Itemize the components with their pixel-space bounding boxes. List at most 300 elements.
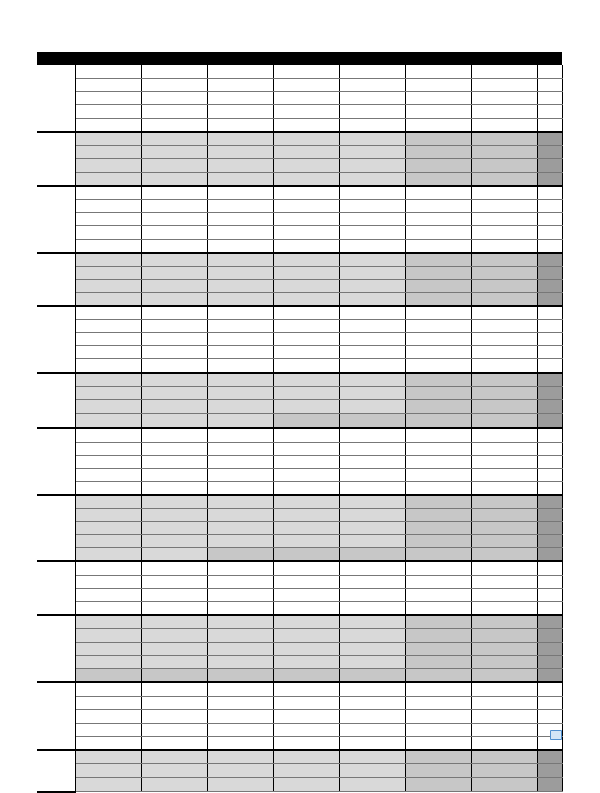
day-cell xyxy=(75,669,141,683)
header-thu xyxy=(273,52,339,65)
week-row xyxy=(37,656,562,669)
month-label xyxy=(37,682,75,750)
week-number xyxy=(537,750,562,764)
day-cell xyxy=(471,710,537,724)
day-cell xyxy=(75,159,141,173)
day-cell xyxy=(273,669,339,683)
day-cell xyxy=(141,682,207,697)
day-cell xyxy=(339,240,405,254)
day-cell xyxy=(273,280,339,293)
day-cell xyxy=(141,267,207,280)
day-cell xyxy=(75,643,141,656)
day-cell xyxy=(471,643,537,656)
header-wed xyxy=(207,52,273,65)
day-cell xyxy=(75,456,141,469)
week-row xyxy=(37,253,562,267)
day-cell xyxy=(405,293,471,307)
week-number xyxy=(537,602,562,616)
day-cell xyxy=(339,764,405,778)
day-cell xyxy=(471,400,537,414)
day-cell xyxy=(339,469,405,482)
day-cell xyxy=(75,333,141,346)
day-cell xyxy=(207,119,273,133)
day-cell xyxy=(75,280,141,293)
week-number xyxy=(537,146,562,159)
week-number xyxy=(537,522,562,535)
day-cell xyxy=(273,186,339,200)
day-cell xyxy=(273,173,339,187)
day-cell xyxy=(405,186,471,200)
day-cell xyxy=(405,495,471,509)
day-cell xyxy=(207,495,273,509)
day-cell xyxy=(471,333,537,346)
day-cell xyxy=(405,724,471,737)
day-cell xyxy=(339,79,405,92)
day-cell xyxy=(207,414,273,429)
day-cell xyxy=(273,253,339,267)
week-number xyxy=(537,778,562,792)
day-cell xyxy=(75,146,141,159)
day-cell xyxy=(405,267,471,280)
week-row xyxy=(37,346,562,359)
day-cell xyxy=(471,482,537,496)
day-cell xyxy=(471,253,537,267)
day-cell xyxy=(75,656,141,669)
day-cell xyxy=(405,253,471,267)
header-wk xyxy=(537,52,562,65)
day-cell xyxy=(141,737,207,751)
header-mon xyxy=(75,52,141,65)
day-cell xyxy=(75,132,141,146)
day-cell xyxy=(273,414,339,429)
day-cell xyxy=(405,669,471,683)
day-cell xyxy=(207,482,273,496)
day-cell xyxy=(141,615,207,629)
week-row xyxy=(37,79,562,92)
week-row xyxy=(37,146,562,159)
week-row xyxy=(37,778,562,792)
day-cell xyxy=(75,737,141,751)
day-cell xyxy=(405,576,471,589)
week-row xyxy=(37,456,562,469)
day-cell xyxy=(339,669,405,683)
week-number xyxy=(537,414,562,429)
day-cell xyxy=(471,293,537,307)
week-number xyxy=(537,293,562,307)
day-cell xyxy=(339,186,405,200)
week-row xyxy=(37,589,562,602)
day-cell xyxy=(405,359,471,374)
day-cell xyxy=(471,267,537,280)
day-cell xyxy=(273,697,339,710)
day-cell xyxy=(339,602,405,616)
day-cell xyxy=(141,710,207,724)
week-row xyxy=(37,535,562,548)
day-cell xyxy=(471,159,537,173)
day-cell xyxy=(75,482,141,496)
day-cell xyxy=(273,548,339,562)
week-number xyxy=(537,428,562,443)
week-number xyxy=(537,509,562,522)
day-cell xyxy=(339,267,405,280)
day-cell xyxy=(75,589,141,602)
day-cell xyxy=(141,92,207,105)
week-number xyxy=(537,359,562,374)
week-number xyxy=(537,656,562,669)
day-cell xyxy=(141,697,207,710)
day-cell xyxy=(75,535,141,548)
day-cell xyxy=(339,535,405,548)
day-cell xyxy=(273,764,339,778)
day-cell xyxy=(405,105,471,119)
day-cell xyxy=(339,737,405,751)
day-cell xyxy=(207,306,273,320)
day-cell xyxy=(339,173,405,187)
day-cell xyxy=(207,535,273,548)
day-cell xyxy=(339,428,405,443)
day-cell xyxy=(339,65,405,79)
day-cell xyxy=(339,509,405,522)
day-cell xyxy=(207,200,273,213)
week-number xyxy=(537,682,562,697)
day-cell xyxy=(273,629,339,643)
day-cell xyxy=(339,280,405,293)
day-cell xyxy=(273,778,339,792)
day-cell xyxy=(471,629,537,643)
day-cell xyxy=(273,293,339,307)
week-number xyxy=(537,240,562,254)
day-cell xyxy=(207,267,273,280)
week-number xyxy=(537,643,562,656)
day-cell xyxy=(141,159,207,173)
day-cell xyxy=(141,65,207,79)
week-number xyxy=(537,79,562,92)
day-cell xyxy=(273,387,339,400)
week-row xyxy=(37,320,562,333)
day-cell xyxy=(141,146,207,159)
header-row xyxy=(37,52,562,65)
day-cell xyxy=(405,750,471,764)
day-cell xyxy=(75,629,141,643)
day-cell xyxy=(207,750,273,764)
day-cell xyxy=(75,548,141,562)
day-cell xyxy=(405,280,471,293)
day-cell xyxy=(207,443,273,456)
day-cell xyxy=(471,697,537,710)
week-number xyxy=(537,764,562,778)
day-cell xyxy=(141,495,207,509)
day-cell xyxy=(339,548,405,562)
day-cell xyxy=(471,373,537,387)
header-fri xyxy=(339,52,405,65)
day-cell xyxy=(273,589,339,602)
week-row xyxy=(37,428,562,443)
day-cell xyxy=(207,186,273,200)
day-cell xyxy=(273,576,339,589)
day-cell xyxy=(141,509,207,522)
week-number xyxy=(537,443,562,456)
day-cell xyxy=(339,456,405,469)
day-cell xyxy=(75,387,141,400)
day-cell xyxy=(75,778,141,792)
day-cell xyxy=(273,333,339,346)
day-cell xyxy=(141,456,207,469)
day-cell xyxy=(405,240,471,254)
week-number xyxy=(537,226,562,240)
day-cell xyxy=(273,443,339,456)
day-cell xyxy=(75,65,141,79)
month-label xyxy=(37,65,75,132)
day-cell xyxy=(207,253,273,267)
week-row xyxy=(37,615,562,629)
week-row xyxy=(37,226,562,240)
day-cell xyxy=(141,373,207,387)
day-cell xyxy=(75,697,141,710)
day-cell xyxy=(75,764,141,778)
day-cell xyxy=(141,469,207,482)
day-cell xyxy=(471,320,537,333)
day-cell xyxy=(405,146,471,159)
day-cell xyxy=(207,240,273,254)
day-cell xyxy=(273,522,339,535)
day-cell xyxy=(207,159,273,173)
day-cell xyxy=(273,240,339,254)
day-cell xyxy=(141,359,207,374)
day-cell xyxy=(273,400,339,414)
day-cell xyxy=(207,146,273,159)
day-cell xyxy=(405,548,471,562)
day-cell xyxy=(141,643,207,656)
day-cell xyxy=(141,602,207,616)
calendar-body xyxy=(37,65,562,792)
day-cell xyxy=(273,428,339,443)
day-cell xyxy=(75,105,141,119)
day-cell xyxy=(405,482,471,496)
day-cell xyxy=(471,200,537,213)
day-cell xyxy=(273,643,339,656)
day-cell xyxy=(141,443,207,456)
day-cell xyxy=(141,132,207,146)
day-cell xyxy=(207,737,273,751)
week-number xyxy=(537,253,562,267)
day-cell xyxy=(273,267,339,280)
day-cell xyxy=(207,697,273,710)
day-cell xyxy=(471,280,537,293)
week-row xyxy=(37,669,562,683)
week-number xyxy=(537,280,562,293)
day-cell xyxy=(141,280,207,293)
day-cell xyxy=(207,105,273,119)
day-cell xyxy=(339,615,405,629)
day-cell xyxy=(141,173,207,187)
day-cell xyxy=(207,522,273,535)
day-cell xyxy=(75,346,141,359)
month-label xyxy=(37,253,75,306)
day-cell xyxy=(141,253,207,267)
day-cell xyxy=(339,333,405,346)
week-row xyxy=(37,186,562,200)
day-cell xyxy=(207,333,273,346)
week-number xyxy=(537,576,562,589)
week-number xyxy=(537,320,562,333)
day-cell xyxy=(207,509,273,522)
header-month xyxy=(37,52,75,65)
week-row xyxy=(37,359,562,374)
day-cell xyxy=(339,119,405,133)
day-cell xyxy=(405,333,471,346)
day-cell xyxy=(141,576,207,589)
week-number xyxy=(537,267,562,280)
day-cell xyxy=(141,522,207,535)
day-cell xyxy=(471,186,537,200)
day-cell xyxy=(207,173,273,187)
day-cell xyxy=(339,400,405,414)
week-number xyxy=(537,387,562,400)
day-cell xyxy=(207,346,273,359)
day-cell xyxy=(339,253,405,267)
day-cell xyxy=(471,306,537,320)
week-number xyxy=(537,589,562,602)
day-cell xyxy=(75,119,141,133)
week-row xyxy=(37,240,562,254)
day-cell xyxy=(471,522,537,535)
week-number xyxy=(537,173,562,187)
day-cell xyxy=(75,267,141,280)
day-cell xyxy=(273,306,339,320)
day-cell xyxy=(141,589,207,602)
week-row xyxy=(37,280,562,293)
day-cell xyxy=(141,213,207,226)
day-cell xyxy=(405,643,471,656)
week-row xyxy=(37,200,562,213)
day-cell xyxy=(75,682,141,697)
week-row xyxy=(37,267,562,280)
day-cell xyxy=(339,656,405,669)
day-cell xyxy=(471,615,537,629)
day-cell xyxy=(273,359,339,374)
week-number xyxy=(537,186,562,200)
day-cell xyxy=(339,724,405,737)
week-row xyxy=(37,643,562,656)
day-cell xyxy=(75,576,141,589)
day-cell xyxy=(339,146,405,159)
day-cell xyxy=(141,778,207,792)
week-number xyxy=(537,456,562,469)
day-cell xyxy=(471,79,537,92)
day-cell xyxy=(207,764,273,778)
day-cell xyxy=(75,469,141,482)
day-cell xyxy=(405,173,471,187)
week-row xyxy=(37,495,562,509)
day-cell xyxy=(405,778,471,792)
week-number xyxy=(537,333,562,346)
day-cell xyxy=(405,561,471,576)
day-cell xyxy=(339,561,405,576)
week-number xyxy=(537,629,562,643)
day-cell xyxy=(471,443,537,456)
day-cell xyxy=(75,226,141,240)
day-cell xyxy=(75,200,141,213)
day-cell xyxy=(273,682,339,697)
day-cell xyxy=(339,643,405,656)
month-label xyxy=(37,306,75,373)
day-cell xyxy=(471,213,537,226)
day-cell xyxy=(141,186,207,200)
day-cell xyxy=(75,306,141,320)
brand-footer[interactable] xyxy=(550,730,565,740)
day-cell xyxy=(141,240,207,254)
day-cell xyxy=(405,373,471,387)
week-row xyxy=(37,522,562,535)
week-number xyxy=(537,469,562,482)
day-cell xyxy=(141,200,207,213)
day-cell xyxy=(207,724,273,737)
day-cell xyxy=(405,132,471,146)
day-cell xyxy=(405,320,471,333)
day-cell xyxy=(273,456,339,469)
week-number xyxy=(537,561,562,576)
day-cell xyxy=(471,764,537,778)
week-row xyxy=(37,387,562,400)
day-cell xyxy=(273,320,339,333)
week-number xyxy=(537,159,562,173)
day-cell xyxy=(471,346,537,359)
day-cell xyxy=(339,92,405,105)
day-cell xyxy=(405,200,471,213)
day-cell xyxy=(273,213,339,226)
header-sat xyxy=(405,52,471,65)
day-cell xyxy=(75,509,141,522)
day-cell xyxy=(405,92,471,105)
day-cell xyxy=(207,778,273,792)
week-row xyxy=(37,482,562,496)
day-cell xyxy=(273,146,339,159)
week-row xyxy=(37,92,562,105)
day-cell xyxy=(273,482,339,496)
week-row xyxy=(37,293,562,307)
day-cell xyxy=(405,629,471,643)
day-cell xyxy=(405,226,471,240)
header-sun xyxy=(471,52,537,65)
day-cell xyxy=(273,105,339,119)
week-row xyxy=(37,509,562,522)
day-cell xyxy=(339,159,405,173)
week-number xyxy=(537,615,562,629)
day-cell xyxy=(273,200,339,213)
day-cell xyxy=(207,359,273,374)
week-number xyxy=(537,92,562,105)
day-cell xyxy=(471,428,537,443)
week-row xyxy=(37,132,562,146)
day-cell xyxy=(273,602,339,616)
week-row xyxy=(37,105,562,119)
week-number xyxy=(537,373,562,387)
day-cell xyxy=(273,226,339,240)
day-cell xyxy=(141,333,207,346)
week-row xyxy=(37,750,562,764)
week-row xyxy=(37,602,562,616)
day-cell xyxy=(273,737,339,751)
day-cell xyxy=(207,213,273,226)
day-cell xyxy=(141,387,207,400)
week-row xyxy=(37,306,562,320)
day-cell xyxy=(207,280,273,293)
day-cell xyxy=(207,548,273,562)
day-cell xyxy=(141,548,207,562)
day-cell xyxy=(141,482,207,496)
day-cell xyxy=(471,119,537,133)
day-cell xyxy=(405,682,471,697)
